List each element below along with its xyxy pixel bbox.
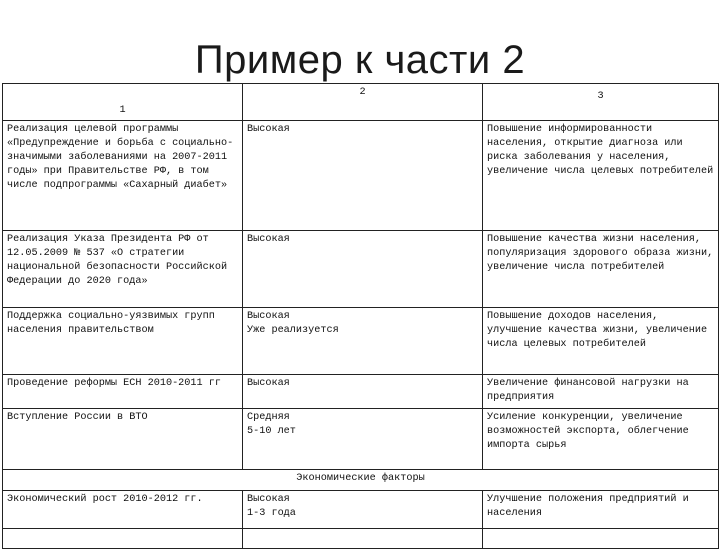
table-row xyxy=(3,121,719,231)
impact-cell: Повышение качества жизни населения, популяризация здорового образа жизни, увеличение числа потребителей xyxy=(483,231,719,308)
header-cell-2: 2 xyxy=(243,84,483,121)
probability-cell: Средняя 5-10 лет xyxy=(243,409,483,470)
factor-cell: Экономический рост 2010-2012 гг. xyxy=(3,491,243,529)
probability-cell: Высокая Уже реализуется xyxy=(243,308,483,375)
impact-cell: Увеличение финансовой нагрузки на предприятия xyxy=(483,375,719,409)
probability-cell: Высокая xyxy=(243,375,483,409)
factor-cell: Реализация целевой программы «Предупреждение и борьба с социально-значимыми заболеваниями на 2007-2011 годы» при Правительстве РФ, в том числе подпрограммы «Сахарный диабет» xyxy=(3,121,243,231)
section-row xyxy=(3,470,719,491)
factor-cell xyxy=(3,529,243,549)
factor-cell: Проведение реформы ЕСН 2010-2011 гг xyxy=(3,375,243,409)
slide-title: Пример к части 2 xyxy=(194,38,526,82)
table-row xyxy=(3,529,719,549)
probability-cell: Высокая 1-3 года xyxy=(243,491,483,529)
probability-cell: Высокая xyxy=(243,121,483,231)
impact-cell: Усиление конкуренции, увеличение возможностей экспорта, облегчение импорта сырья xyxy=(483,409,719,470)
table-row xyxy=(3,308,719,375)
header-cell-1: 1 xyxy=(3,84,243,121)
probability-cell: Высокая xyxy=(243,231,483,308)
factor-cell: Поддержка социально-уязвимых групп населения правительством xyxy=(3,308,243,375)
table-row xyxy=(3,491,719,529)
header-row xyxy=(3,84,719,121)
table-row xyxy=(3,231,719,308)
factors-table xyxy=(2,83,719,549)
section-header-economic: Экономические факторы xyxy=(3,470,719,491)
impact-cell: Повышение доходов населения, улучшение качества жизни, увеличение числа целевых потребителей xyxy=(483,308,719,375)
impact-cell: Повышение информированности населения, открытие диагноза или риска заболевания у населения, увеличение числа целевых потребителей xyxy=(483,121,719,231)
table-row xyxy=(3,409,719,470)
factor-cell: Вступление России в ВТО xyxy=(3,409,243,470)
probability-cell xyxy=(243,529,483,549)
impact-cell: Улучшение положения предприятий и населения xyxy=(483,491,719,529)
header-cell-3: 3 xyxy=(483,84,719,121)
table-row xyxy=(3,375,719,409)
factor-cell: Реализация Указа Президента РФ от 12.05.2009 № 537 «О стратегии национальной безопасности Российской Федерации до 2020 года» xyxy=(3,231,243,308)
impact-cell xyxy=(483,529,719,549)
